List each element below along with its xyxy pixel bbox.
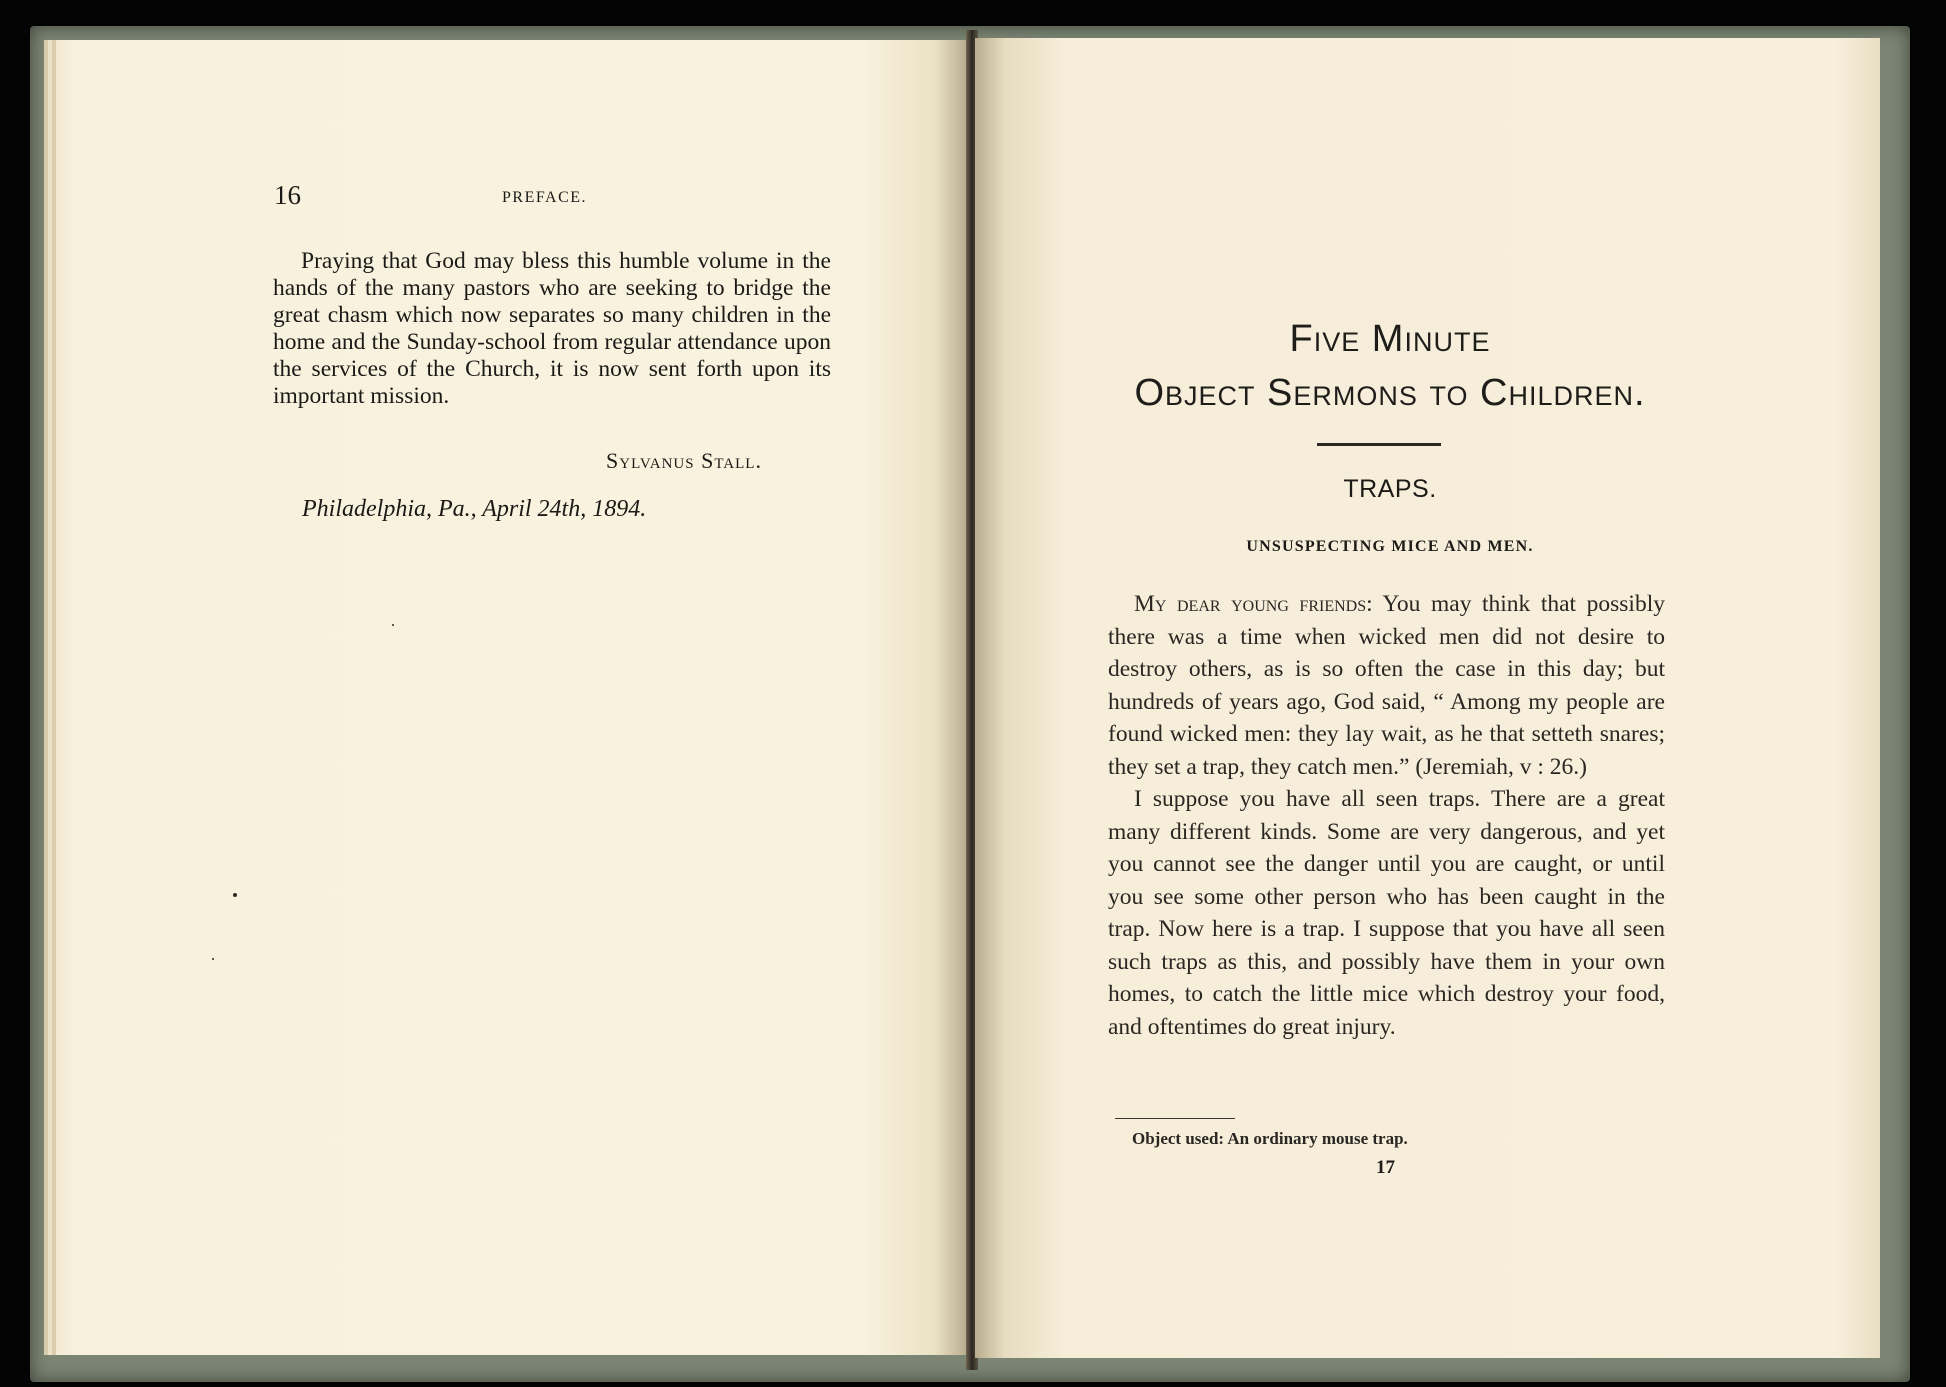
book-title — [1040, 312, 1740, 420]
paper-speck — [212, 958, 214, 960]
chapter-subtitle: UNSUSPECTING MICE AND MEN. — [1246, 538, 1534, 555]
salutation: My dear young friends: — [1134, 591, 1373, 617]
title-divider — [1317, 443, 1441, 446]
sermon-body — [1108, 588, 1665, 1043]
author-signature: Sylvanus Stall. — [606, 448, 762, 473]
left-page — [44, 40, 968, 1355]
book-title-line-2: Object Sermons to Children. — [1134, 372, 1646, 414]
page-number-left: 16 — [274, 180, 301, 210]
footnote-divider — [1115, 1118, 1235, 1119]
book-title-line-1: Five Minute — [1289, 318, 1491, 360]
sermon-paragraph-2: I suppose you have all seen traps. There are a great many different kinds. Some are very dangerous, and yet you cannot see the danger until you are caught, or until you see some other person who has been caught in the trap. Now here is a trap. I suppose that you have all seen such traps as this, and possibly have them in your own homes, to catch the little mice which destroy your food, and oftentimes do great injury. — [1108, 786, 1665, 1040]
chapter-title: TRAPS. — [1343, 475, 1437, 503]
preface-paragraph: Praying that God may bless this humble volume in the hands of the many pastors who are seeking to bridge the great chasm which now separates so many children in the home and the Sunday-school from regular attendance upon the services of the Church, it is now sent forth upon its important mission. — [273, 248, 831, 409]
paper-speck — [392, 624, 394, 626]
page-number-right: 17 — [1376, 1157, 1395, 1178]
paper-speck — [233, 893, 237, 897]
paragraph-1-text: You may think that possibly there was a time when wicked men did not desire to destroy others, as is so often the case in this day; but hundreds of years ago, God said, “ Among my people are found wicked men: they lay wait, as he that setteth snares; they set a trap, they catch men.” (Jeremiah, v : 26.) — [1108, 591, 1665, 780]
preface-dateline: Philadelphia, Pa., April 24th, 1894. — [302, 496, 647, 522]
footnote: Object used: An ordinary mouse trap. — [1132, 1129, 1408, 1148]
sermon-paragraph-1 — [1108, 588, 1665, 783]
running-head: PREFACE. — [502, 189, 588, 206]
